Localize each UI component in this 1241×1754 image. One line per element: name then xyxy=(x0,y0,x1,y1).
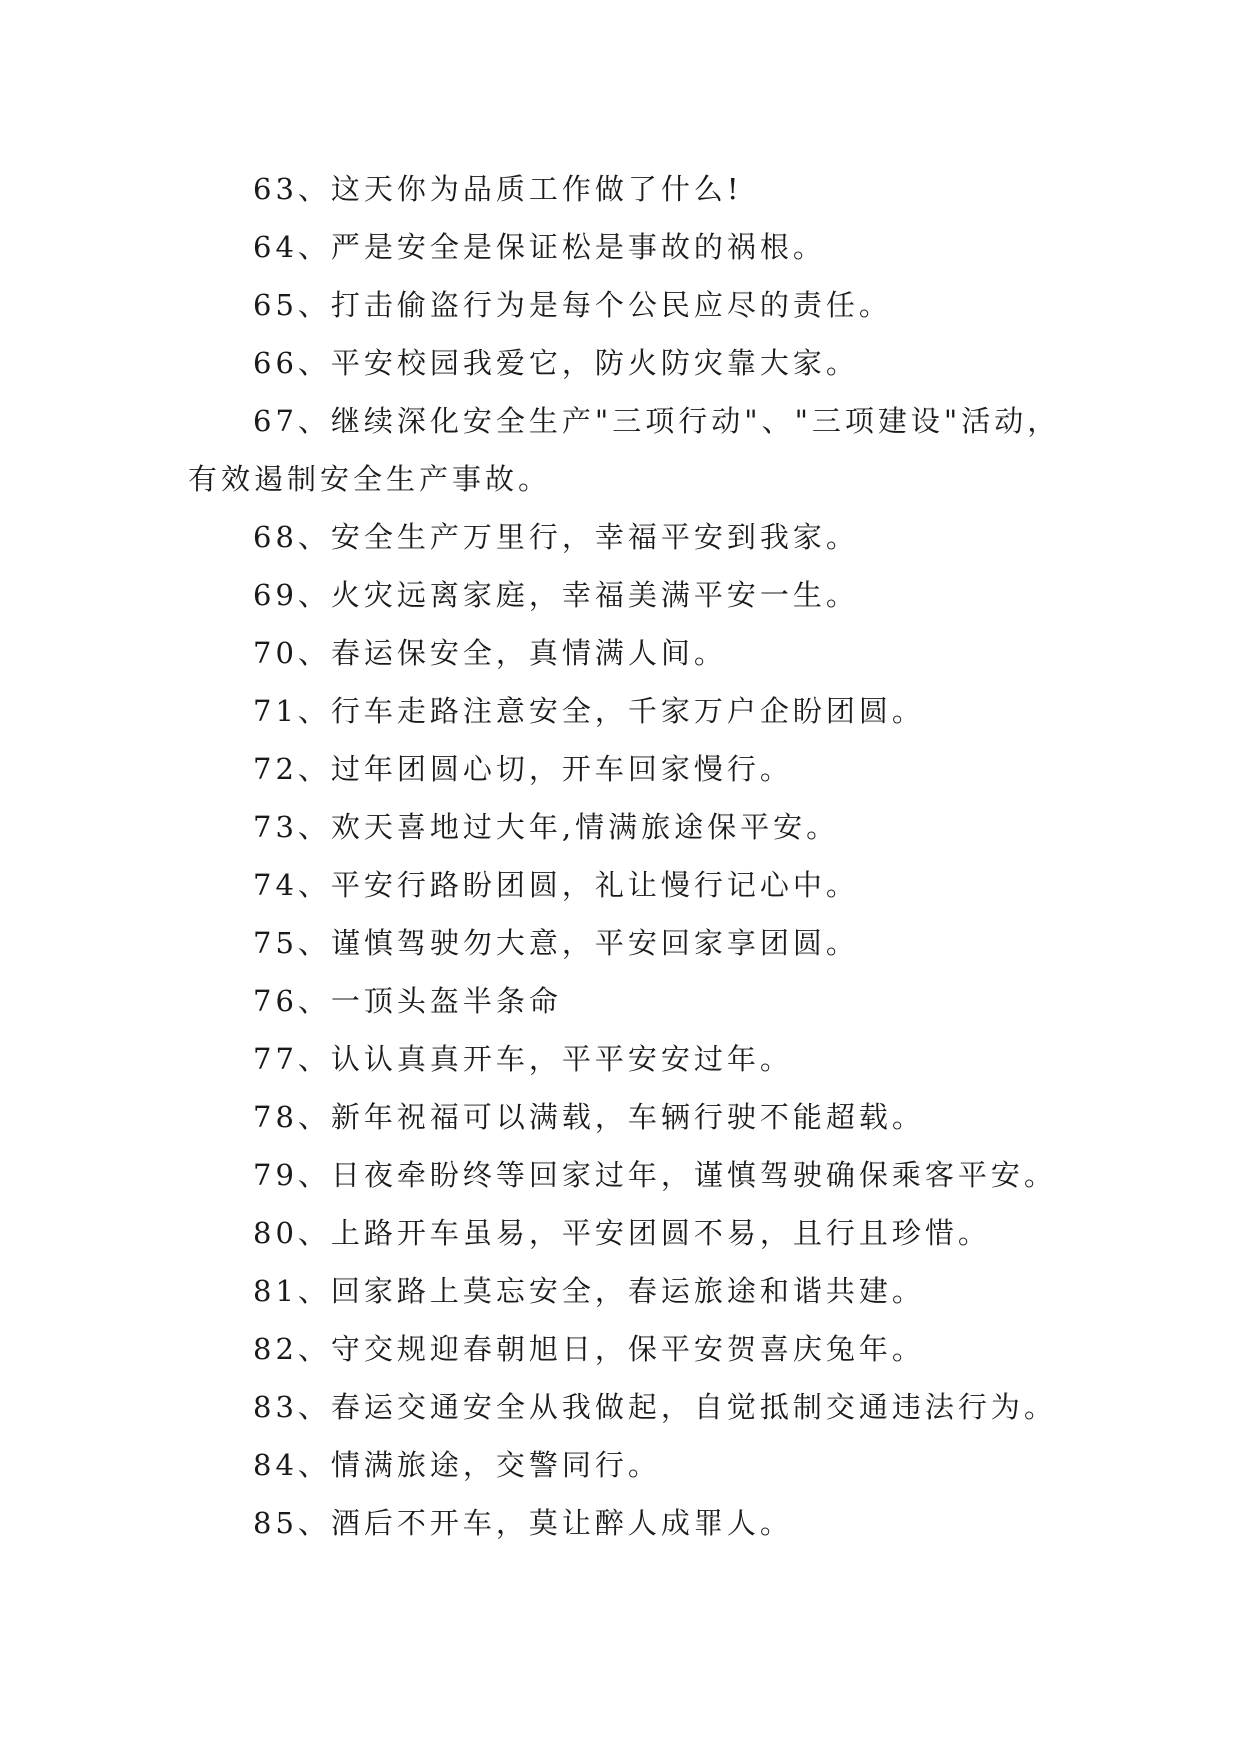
list-item: 80、上路开车虽易，平安团圆不易，且行且珍惜。 xyxy=(253,1216,991,1250)
list-item: 72、过年团圆心切，开车回家慢行。 xyxy=(253,752,793,786)
list-item: 70、春运保安全，真情满人间。 xyxy=(253,636,727,670)
list-item: 79、日夜牵盼终等回家过年，谨慎驾驶确保乘客平安。 xyxy=(253,1158,1057,1192)
list-item: 81、回家路上莫忘安全，春运旅途和谐共建。 xyxy=(253,1274,925,1308)
list-item: 65、打击偷盗行为是每个公民应尽的责任。 xyxy=(253,288,892,322)
list-item: 75、谨慎驾驶勿大意，平安回家享团圆。 xyxy=(253,926,859,960)
list-item: 68、安全生产万里行，幸福平安到我家。 xyxy=(253,520,859,554)
list-item: 76、一顶头盔半条命 xyxy=(253,984,562,1018)
list-item: 71、行车走路注意安全，千家万户企盼团圆。 xyxy=(253,694,925,728)
list-item: 83、春运交通安全从我做起，自觉抵制交通违法行为。 xyxy=(253,1390,1057,1424)
list-item: 73、欢天喜地过大年,情满旅途保平安。 xyxy=(253,810,840,844)
list-item: 67、继续深化安全生产"三项行动"、"三项建设"活动， xyxy=(253,404,1061,438)
list-item: 77、认认真真开车，平平安安过年。 xyxy=(253,1042,793,1076)
list-item-continuation: 有效遏制安全生产事故。 xyxy=(188,462,552,496)
list-item: 66、平安校园我爱它，防火防灾靠大家。 xyxy=(253,346,859,380)
list-item: 69、火灾远离家庭，幸福美满平安一生。 xyxy=(253,578,859,612)
list-item: 63、这天你为品质工作做了什么! xyxy=(253,172,743,206)
list-item: 74、平安行路盼团圆，礼让慢行记心中。 xyxy=(253,868,859,902)
list-item: 82、守交规迎春朝旭日，保平安贺喜庆兔年。 xyxy=(253,1332,925,1366)
list-item: 64、严是安全是保证松是事故的祸根。 xyxy=(253,230,826,264)
list-item: 84、情满旅途，交警同行。 xyxy=(253,1448,661,1482)
list-item: 78、新年祝福可以满载，车辆行驶不能超载。 xyxy=(253,1100,925,1134)
list-item: 85、酒后不开车，莫让醉人成罪人。 xyxy=(253,1506,793,1540)
slogan-list xyxy=(188,160,1088,1552)
